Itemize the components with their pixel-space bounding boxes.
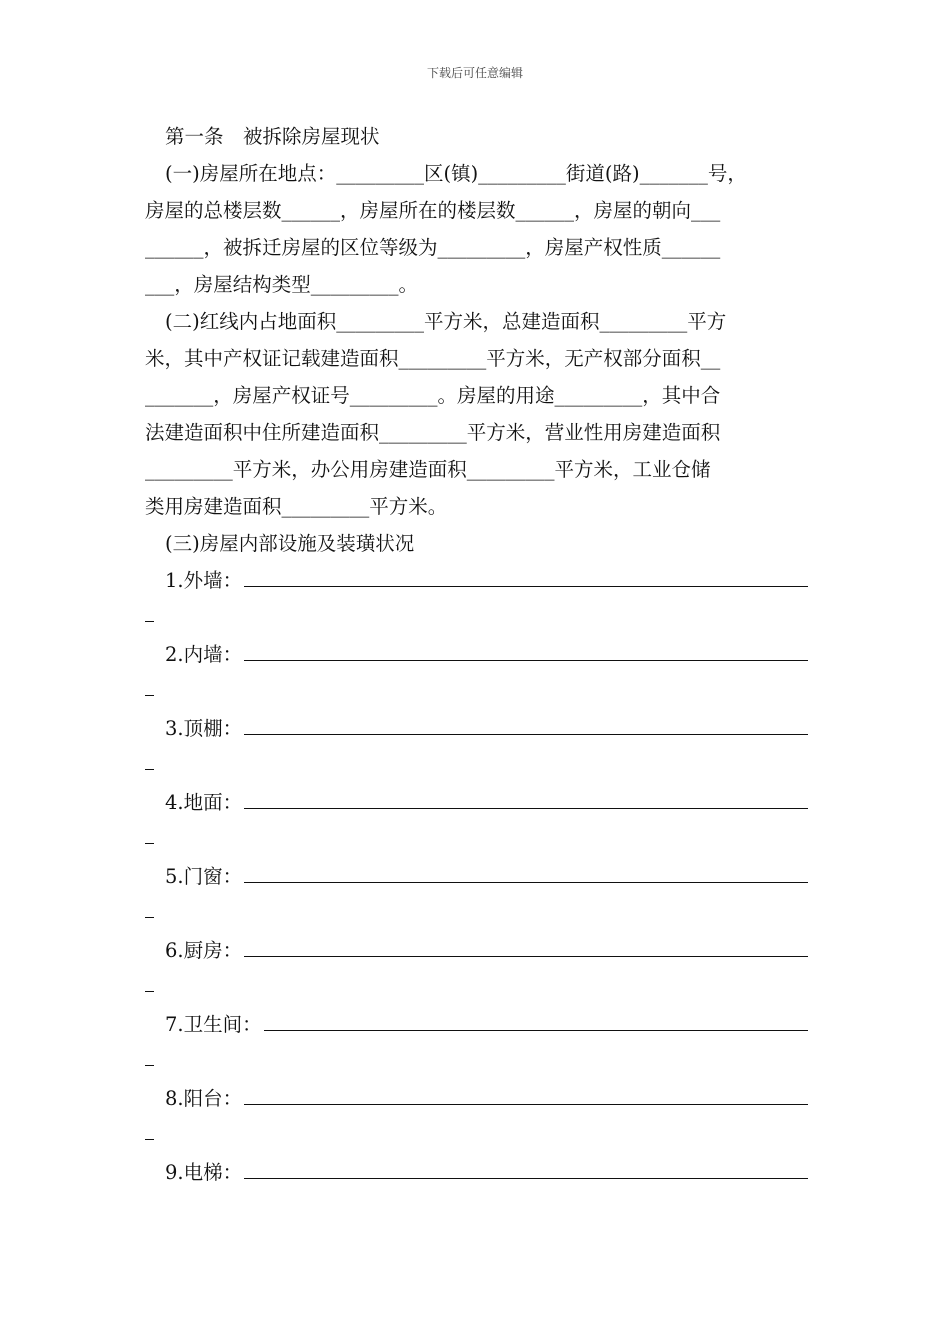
section-1-line: ______，被拆迁房屋的区位等级为_________，房屋产权性质______ (145, 236, 721, 259)
fill-in-line[interactable] (244, 564, 808, 587)
facility-item (145, 1154, 808, 1191)
facility-item (145, 1080, 808, 1117)
facility-label: 1.外墙： (165, 569, 243, 592)
facility-label: 2.内墙： (165, 643, 243, 666)
section-2-line: 米，其中产权证记载建造面积_________平方米，无产权部分面积__ (145, 347, 721, 370)
fill-in-line[interactable] (244, 1156, 808, 1179)
line-continuation (145, 747, 808, 784)
document-body (145, 118, 808, 1191)
section-1 (145, 155, 808, 303)
facility-label: 8.阳台： (165, 1087, 243, 1110)
fill-in-line[interactable] (244, 934, 808, 957)
section-2-line: _________平方米，办公用房建造面积_________平方米，工业仓储 (145, 458, 711, 481)
line-continuation (145, 895, 808, 932)
fill-in-line[interactable] (244, 712, 808, 735)
line-continuation (145, 821, 808, 858)
facility-label: 5.门窗： (165, 865, 243, 888)
facility-item (145, 858, 808, 895)
section-1-line: (一)房屋所在地点：_________区(镇)_________街道(路)_______号， (165, 162, 747, 185)
facility-item (145, 710, 808, 747)
facility-item (145, 562, 808, 599)
line-continuation (145, 599, 808, 636)
section-2 (145, 303, 808, 525)
facility-label: 4.地面： (165, 791, 243, 814)
facility-label: 7.卫生间： (165, 1013, 262, 1036)
article-title: 第一条 被拆除房屋现状 (165, 125, 380, 148)
section-2-line: 法建造面积中住所建造面积_________平方米，营业性用房建造面积 (145, 421, 721, 444)
fill-in-line[interactable] (244, 860, 808, 883)
fill-in-line[interactable] (244, 786, 808, 809)
facility-item (145, 636, 808, 673)
fill-in-line[interactable] (264, 1008, 808, 1031)
line-continuation (145, 1043, 808, 1080)
line-continuation (145, 969, 808, 1006)
facility-label: 3.顶棚： (165, 717, 243, 740)
facility-label: 6.厨房： (165, 939, 243, 962)
section-2-line: (二)红线内占地面积_________平方米，总建造面积_________平方 (165, 310, 727, 333)
fill-in-line[interactable] (244, 638, 808, 661)
line-continuation (145, 1117, 808, 1154)
facility-item (145, 784, 808, 821)
section-1-line: ___，房屋结构类型_________。 (145, 273, 419, 296)
section-1-line: 房屋的总楼层数______，房屋所在的楼层数______，房屋的朝向___ (145, 199, 721, 222)
line-continuation (145, 673, 808, 710)
facility-item (145, 932, 808, 969)
section-2-line: 类用房建造面积_________平方米。 (145, 495, 448, 518)
facility-item (145, 1006, 808, 1043)
section-2-line: _______，房屋产权证号_________。房屋的用途_________，其中合 (145, 384, 721, 407)
page-header-note: 下载后可任意编辑 (426, 66, 523, 80)
section-3-title: (三)房屋内部设施及装璜状况 (165, 532, 415, 555)
facility-label: 9.电梯： (165, 1161, 243, 1184)
fill-in-line[interactable] (244, 1082, 808, 1105)
